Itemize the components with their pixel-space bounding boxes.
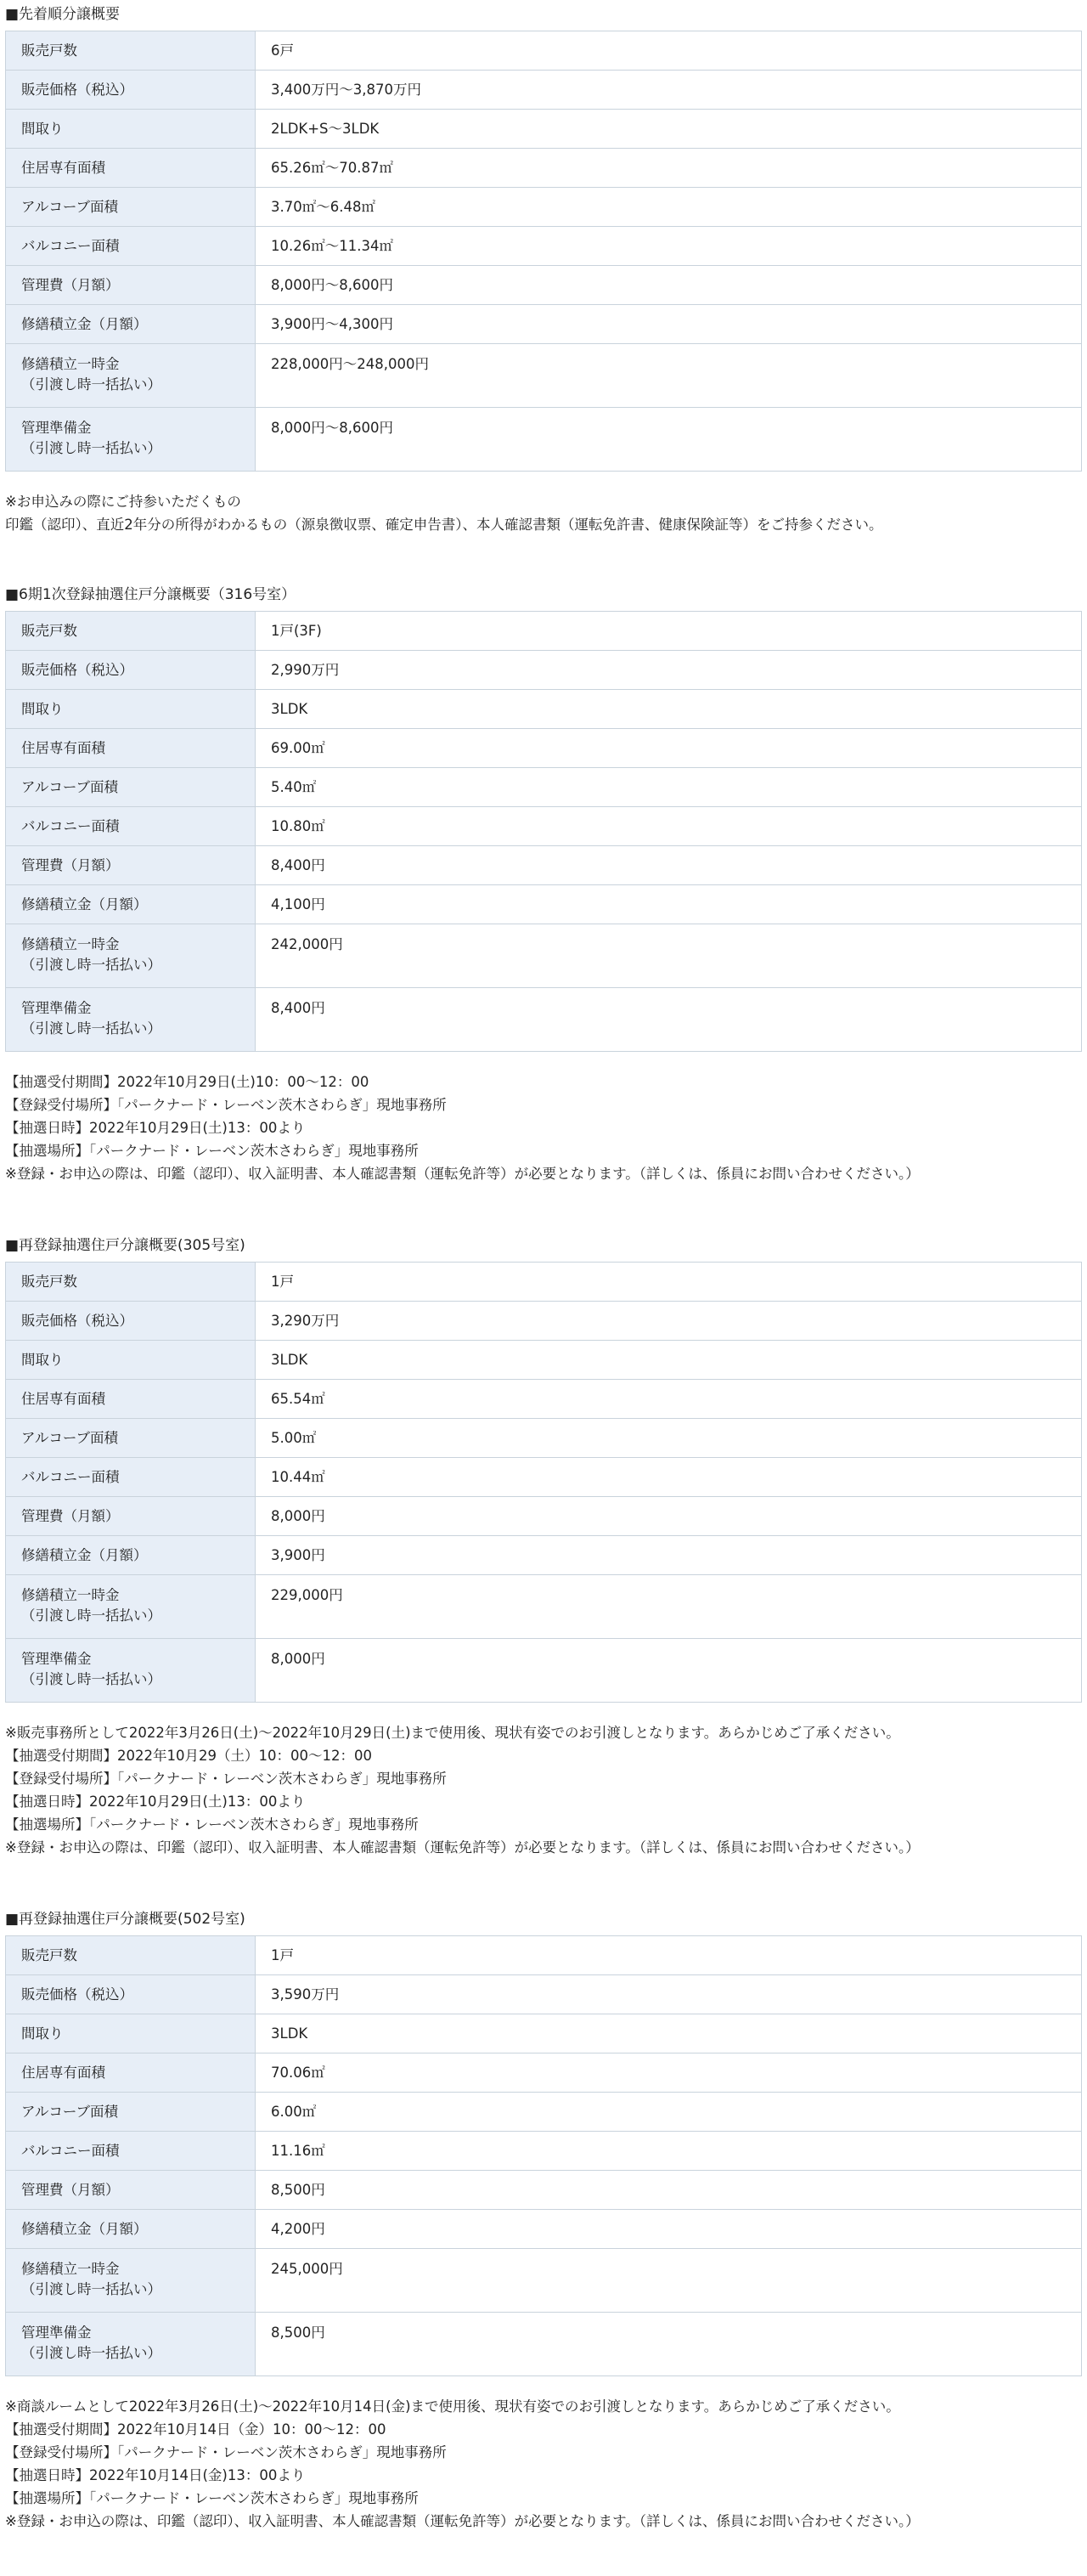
row-label-sub: （引渡し時一括払い） xyxy=(21,440,161,456)
row-label: 住居専有面積 xyxy=(6,149,256,188)
row-value: 10.44㎡ xyxy=(256,1458,1082,1497)
row-value: 4,100円 xyxy=(256,885,1082,924)
row-label: 販売価格（税込） xyxy=(6,1975,256,2014)
row-label-multiline xyxy=(6,408,256,472)
row-label: アルコーブ面積 xyxy=(6,2093,256,2132)
note-line: 【登録受付場所】「パークナード・レーベン茨木さわらぎ」現地事務所 xyxy=(5,2444,447,2460)
row-label: 修繕積立一時金 xyxy=(21,936,120,952)
row-value: 70.06㎡ xyxy=(256,2053,1082,2093)
note-line: 【抽選場所】「パークナード・レーベン茨木さわらぎ」現地事務所 xyxy=(5,2490,419,2506)
row-label-sub: （引渡し時一括払い） xyxy=(21,2281,161,2297)
row-label-sub: （引渡し時一括払い） xyxy=(21,957,161,973)
row-label: 間取り xyxy=(6,110,256,149)
row-label: 住居専有面積 xyxy=(6,1380,256,1419)
row-label: 修繕積立金（月額） xyxy=(6,1536,256,1575)
row-value: 8,500円 xyxy=(256,2171,1082,2210)
row-label: アルコーブ面積 xyxy=(6,768,256,807)
table-row xyxy=(6,2014,1082,2053)
spec-table xyxy=(5,31,1082,472)
row-value: 3,290万円 xyxy=(256,1302,1082,1341)
row-label: 管理費（月額） xyxy=(6,846,256,885)
note-line: 【抽選受付期間】2022年10月29（土）10：00〜12：00 xyxy=(5,1748,372,1764)
row-value: 8,400円 xyxy=(256,988,1082,1052)
table-row xyxy=(6,1341,1082,1380)
table-row xyxy=(6,71,1082,110)
table-row xyxy=(6,227,1082,266)
row-value: 8,500円 xyxy=(256,2313,1082,2376)
row-label: 修繕積立金（月額） xyxy=(6,305,256,344)
row-label-multiline xyxy=(6,1639,256,1703)
section-spacer xyxy=(5,536,1082,584)
table-row xyxy=(6,1536,1082,1575)
row-value: 3.70㎡〜6.48㎡ xyxy=(256,188,1082,227)
section-title: ■再登録抽選住戸分譲概要(305号室) xyxy=(5,1237,245,1254)
row-label-sub: （引渡し時一括払い） xyxy=(21,2345,161,2361)
row-value: 5.40㎡ xyxy=(256,768,1082,807)
row-value: 4,200円 xyxy=(256,2210,1082,2249)
table-row xyxy=(6,1575,1082,1639)
table-row xyxy=(6,1458,1082,1497)
table-row xyxy=(6,1380,1082,1419)
row-label: 修繕積立一時金 xyxy=(21,356,120,372)
note-line: ※販売事務所として2022年3月26日(土)〜2022年10月29日(土)まで使用後、現状有姿でのお引渡しとなります。あらかじめご了承ください。 xyxy=(5,1725,900,1741)
table-row xyxy=(6,2313,1082,2376)
row-label-sub: （引渡し時一括払い） xyxy=(21,1607,161,1624)
row-label: 販売戸数 xyxy=(6,1263,256,1302)
spec-table xyxy=(5,1262,1082,1703)
section-title: ■先着順分譲概要 xyxy=(5,6,121,23)
row-label: アルコーブ面積 xyxy=(6,188,256,227)
row-value: 10.26㎡〜11.34㎡ xyxy=(256,227,1082,266)
table-row xyxy=(6,768,1082,807)
row-value: 3LDK xyxy=(256,1341,1082,1380)
table-row xyxy=(6,2249,1082,2313)
table-row xyxy=(6,2132,1082,2171)
section-relottery-502 xyxy=(5,1908,1082,2533)
row-label: 住居専有面積 xyxy=(6,729,256,768)
row-value: 3,400万円〜3,870万円 xyxy=(256,71,1082,110)
section-notes xyxy=(5,490,1082,536)
row-label: 管理準備金 xyxy=(21,1651,92,1667)
table-row xyxy=(6,266,1082,305)
note-line: ※登録・お申込の際は、印鑑（認印）、収入証明書、本人確認書類（運転免許等）が必要となります。（詳しくは、係員にお問い合わせください。） xyxy=(5,1166,920,1182)
note-line: ※商談ルームとして2022年3月26日(土)〜2022年10月14日(金)まで使用後、現状有姿でのお引渡しとなります。あらかじめご了承ください。 xyxy=(5,2398,900,2415)
row-label: 間取り xyxy=(6,1341,256,1380)
row-value: 11.16㎡ xyxy=(256,2132,1082,2171)
row-value: 8,000円 xyxy=(256,1497,1082,1536)
row-value: 65.54㎡ xyxy=(256,1380,1082,1419)
row-label: 修繕積立金（月額） xyxy=(6,885,256,924)
section-title: ■6期1次登録抽選住戸分譲概要（316号室） xyxy=(5,586,296,603)
table-row xyxy=(6,305,1082,344)
row-label-multiline xyxy=(6,344,256,408)
spec-table xyxy=(5,1935,1082,2376)
section-spacer xyxy=(5,1185,1082,1234)
table-row xyxy=(6,149,1082,188)
row-label: 間取り xyxy=(6,690,256,729)
row-value: 6戸 xyxy=(256,31,1082,71)
row-value: 3,590万円 xyxy=(256,1975,1082,2014)
section-notes xyxy=(5,1071,1082,1185)
row-label: 管理費（月額） xyxy=(6,266,256,305)
table-row xyxy=(6,2210,1082,2249)
table-row xyxy=(6,690,1082,729)
row-value: 8,000円 xyxy=(256,1639,1082,1703)
row-label: 販売価格（税込） xyxy=(6,651,256,690)
row-value: 3,900円 xyxy=(256,1536,1082,1575)
table-row xyxy=(6,1419,1082,1458)
row-label-sub: （引渡し時一括払い） xyxy=(21,1020,161,1037)
row-label: バルコニー面積 xyxy=(6,807,256,846)
row-label: 管理費（月額） xyxy=(6,2171,256,2210)
row-value: 1戸 xyxy=(256,1263,1082,1302)
table-row xyxy=(6,1639,1082,1703)
table-row xyxy=(6,807,1082,846)
table-row xyxy=(6,612,1082,651)
row-label: 修繕積立一時金 xyxy=(21,1587,120,1603)
row-value: 229,000円 xyxy=(256,1575,1082,1639)
row-value: 1戸 xyxy=(256,1936,1082,1975)
table-row xyxy=(6,1497,1082,1536)
section-first-come xyxy=(5,3,1082,536)
section-spacer xyxy=(5,1859,1082,1908)
note-line: ※お申込みの際にご持参いただくもの xyxy=(5,494,241,510)
table-row xyxy=(6,1263,1082,1302)
row-label: 間取り xyxy=(6,2014,256,2053)
row-value: 3,900円〜4,300円 xyxy=(256,305,1082,344)
row-label: アルコーブ面積 xyxy=(6,1419,256,1458)
table-row xyxy=(6,2171,1082,2210)
row-label-multiline xyxy=(6,988,256,1052)
table-row xyxy=(6,408,1082,472)
row-label-sub: （引渡し時一括払い） xyxy=(21,1671,161,1687)
row-label: 販売価格（税込） xyxy=(6,71,256,110)
row-value: 3LDK xyxy=(256,690,1082,729)
row-value: 245,000円 xyxy=(256,2249,1082,2313)
row-label-sub: （引渡し時一括払い） xyxy=(21,376,161,393)
row-value: 8,000円〜8,600円 xyxy=(256,408,1082,472)
row-value: 65.26㎡〜70.87㎡ xyxy=(256,149,1082,188)
row-value: 2LDK+S〜3LDK xyxy=(256,110,1082,149)
note-line: 印鑑（認印）、直近2年分の所得がわかるもの（源泉徴収票、確定申告書）、本人確認書類（運転免許書、健康保険証等）をご持参ください。 xyxy=(5,517,883,533)
row-label: バルコニー面積 xyxy=(6,227,256,266)
row-value: 69.00㎡ xyxy=(256,729,1082,768)
row-label: 販売戸数 xyxy=(6,31,256,71)
note-line: 【抽選受付期間】2022年10月14日（金）10：00〜12：00 xyxy=(5,2421,386,2438)
section-title: ■再登録抽選住戸分譲概要(502号室) xyxy=(5,1911,245,1928)
table-row xyxy=(6,1936,1082,1975)
table-row xyxy=(6,2053,1082,2093)
row-label: バルコニー面積 xyxy=(6,1458,256,1497)
note-line: ※登録・お申込の際は、印鑑（認印）、収入証明書、本人確認書類（運転免許等）が必要となります。（詳しくは、係員にお問い合わせください。） xyxy=(5,2513,920,2529)
section-notes xyxy=(5,1721,1082,1859)
row-value: 1戸(3F) xyxy=(256,612,1082,651)
row-label: 管理準備金 xyxy=(21,1000,92,1016)
table-row xyxy=(6,31,1082,71)
table-row xyxy=(6,846,1082,885)
row-value: 8,000円〜8,600円 xyxy=(256,266,1082,305)
table-row xyxy=(6,729,1082,768)
note-line: 【抽選日時】2022年10月29日(土)13：00より xyxy=(5,1794,306,1810)
table-row xyxy=(6,651,1082,690)
row-value: 8,400円 xyxy=(256,846,1082,885)
row-value: 242,000円 xyxy=(256,924,1082,988)
row-label-multiline xyxy=(6,2313,256,2376)
note-line: 【抽選受付期間】2022年10月29日(土)10：00〜12：00 xyxy=(5,1074,369,1090)
row-value: 6.00㎡ xyxy=(256,2093,1082,2132)
section-relottery-305 xyxy=(5,1234,1082,1859)
row-label: 修繕積立金（月額） xyxy=(6,2210,256,2249)
row-label: バルコニー面積 xyxy=(6,2132,256,2171)
table-row xyxy=(6,2093,1082,2132)
note-line: 【抽選日時】2022年10月14日(金)13：00より xyxy=(5,2467,306,2483)
spec-table xyxy=(5,611,1082,1052)
row-value: 3LDK xyxy=(256,2014,1082,2053)
row-label-multiline xyxy=(6,924,256,988)
section-lottery-316 xyxy=(5,584,1082,1185)
table-row xyxy=(6,188,1082,227)
section-notes xyxy=(5,2395,1082,2533)
row-label: 住居専有面積 xyxy=(6,2053,256,2093)
table-row xyxy=(6,1975,1082,2014)
note-line: 【登録受付場所】「パークナード・レーベン茨木さわらぎ」現地事務所 xyxy=(5,1097,447,1113)
table-row xyxy=(6,988,1082,1052)
note-line: 【抽選場所】「パークナード・レーベン茨木さわらぎ」現地事務所 xyxy=(5,1816,419,1833)
table-row xyxy=(6,885,1082,924)
note-line: ※登録・お申込の際は、印鑑（認印）、収入証明書、本人確認書類（運転免許等）が必要となります。（詳しくは、係員にお問い合わせください。） xyxy=(5,1839,920,1856)
row-label: 販売戸数 xyxy=(6,1936,256,1975)
row-value: 5.00㎡ xyxy=(256,1419,1082,1458)
row-label: 管理準備金 xyxy=(21,2325,92,2341)
row-label-multiline xyxy=(6,1575,256,1639)
table-row xyxy=(6,344,1082,408)
table-row xyxy=(6,1302,1082,1341)
row-label: 販売戸数 xyxy=(6,612,256,651)
row-label: 販売価格（税込） xyxy=(6,1302,256,1341)
row-value: 10.80㎡ xyxy=(256,807,1082,846)
table-row xyxy=(6,924,1082,988)
note-line: 【登録受付場所】「パークナード・レーベン茨木さわらぎ」現地事務所 xyxy=(5,1771,447,1787)
table-row xyxy=(6,110,1082,149)
row-label-multiline xyxy=(6,2249,256,2313)
row-label: 修繕積立一時金 xyxy=(21,2261,120,2277)
note-line: 【抽選日時】2022年10月29日(土)13：00より xyxy=(5,1120,306,1136)
row-label: 管理準備金 xyxy=(21,420,92,436)
row-value: 2,990万円 xyxy=(256,651,1082,690)
row-value: 228,000円〜248,000円 xyxy=(256,344,1082,408)
note-line: 【抽選場所】「パークナード・レーベン茨木さわらぎ」現地事務所 xyxy=(5,1143,419,1159)
row-label: 管理費（月額） xyxy=(6,1497,256,1536)
